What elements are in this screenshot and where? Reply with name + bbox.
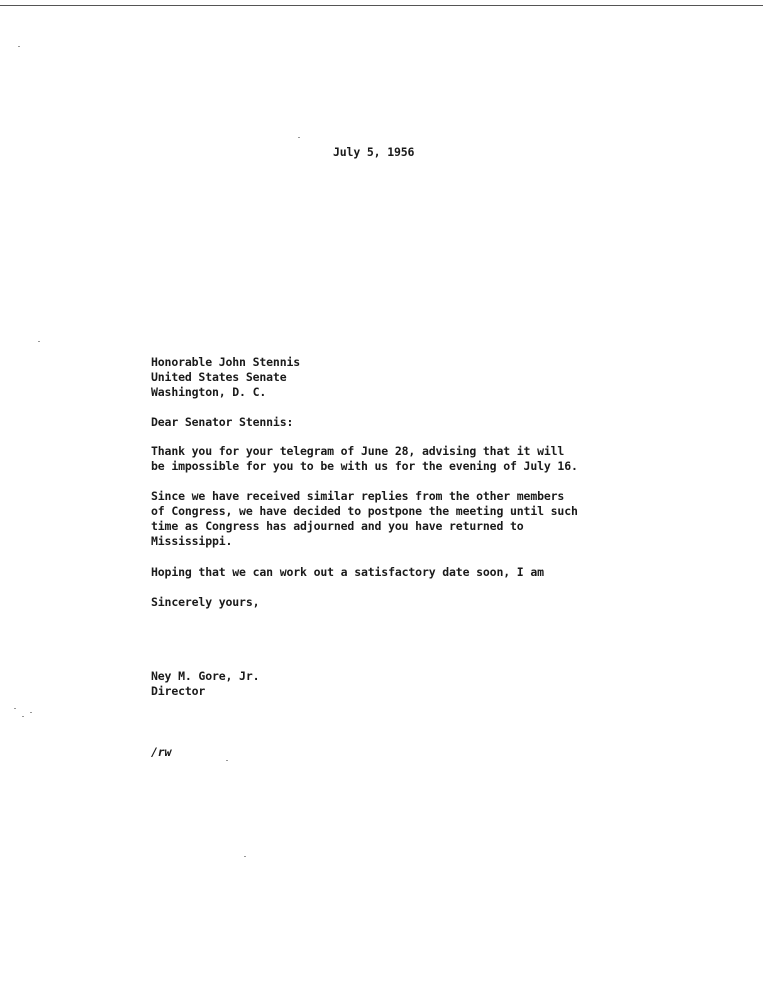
- scan-speck: [30, 712, 32, 713]
- salutation: Dear Senator Stennis:: [151, 415, 294, 429]
- body-line: Thank you for your telegram of June 28, advising that it will: [151, 444, 565, 458]
- signer-name: Ney M. Gore, Jr.: [151, 669, 260, 683]
- letter-date: July 5, 1956: [333, 145, 415, 159]
- recipient-name: Honorable John Stennis: [151, 355, 301, 369]
- recipient-city: Washington, D. C.: [151, 385, 267, 399]
- top-border-line: [0, 5, 763, 6]
- scan-speck: [244, 856, 246, 857]
- body-line: Hoping that we can work out a satisfactory date soon, I am: [151, 565, 544, 579]
- scan-speck: [298, 137, 300, 138]
- signer-title: Director: [151, 684, 206, 698]
- typist-initials: /rw: [151, 745, 172, 759]
- body-line: Mississippi.: [151, 534, 233, 548]
- scan-speck: [18, 46, 20, 47]
- closing: Sincerely yours,: [151, 595, 260, 609]
- body-line: be impossible for you to be with us for the evening of July 16.: [151, 459, 578, 473]
- recipient-office: United States Senate: [151, 370, 287, 384]
- scan-speck: [14, 708, 16, 709]
- body-line: Since we have received similar replies from the other members: [151, 489, 565, 503]
- scan-speck: [38, 341, 40, 342]
- scan-speck: [22, 716, 24, 717]
- body-line: of Congress, we have decided to postpone the meeting until such: [151, 504, 578, 518]
- body-line: time as Congress has adjourned and you have returned to: [151, 519, 524, 533]
- scan-speck: [226, 760, 228, 761]
